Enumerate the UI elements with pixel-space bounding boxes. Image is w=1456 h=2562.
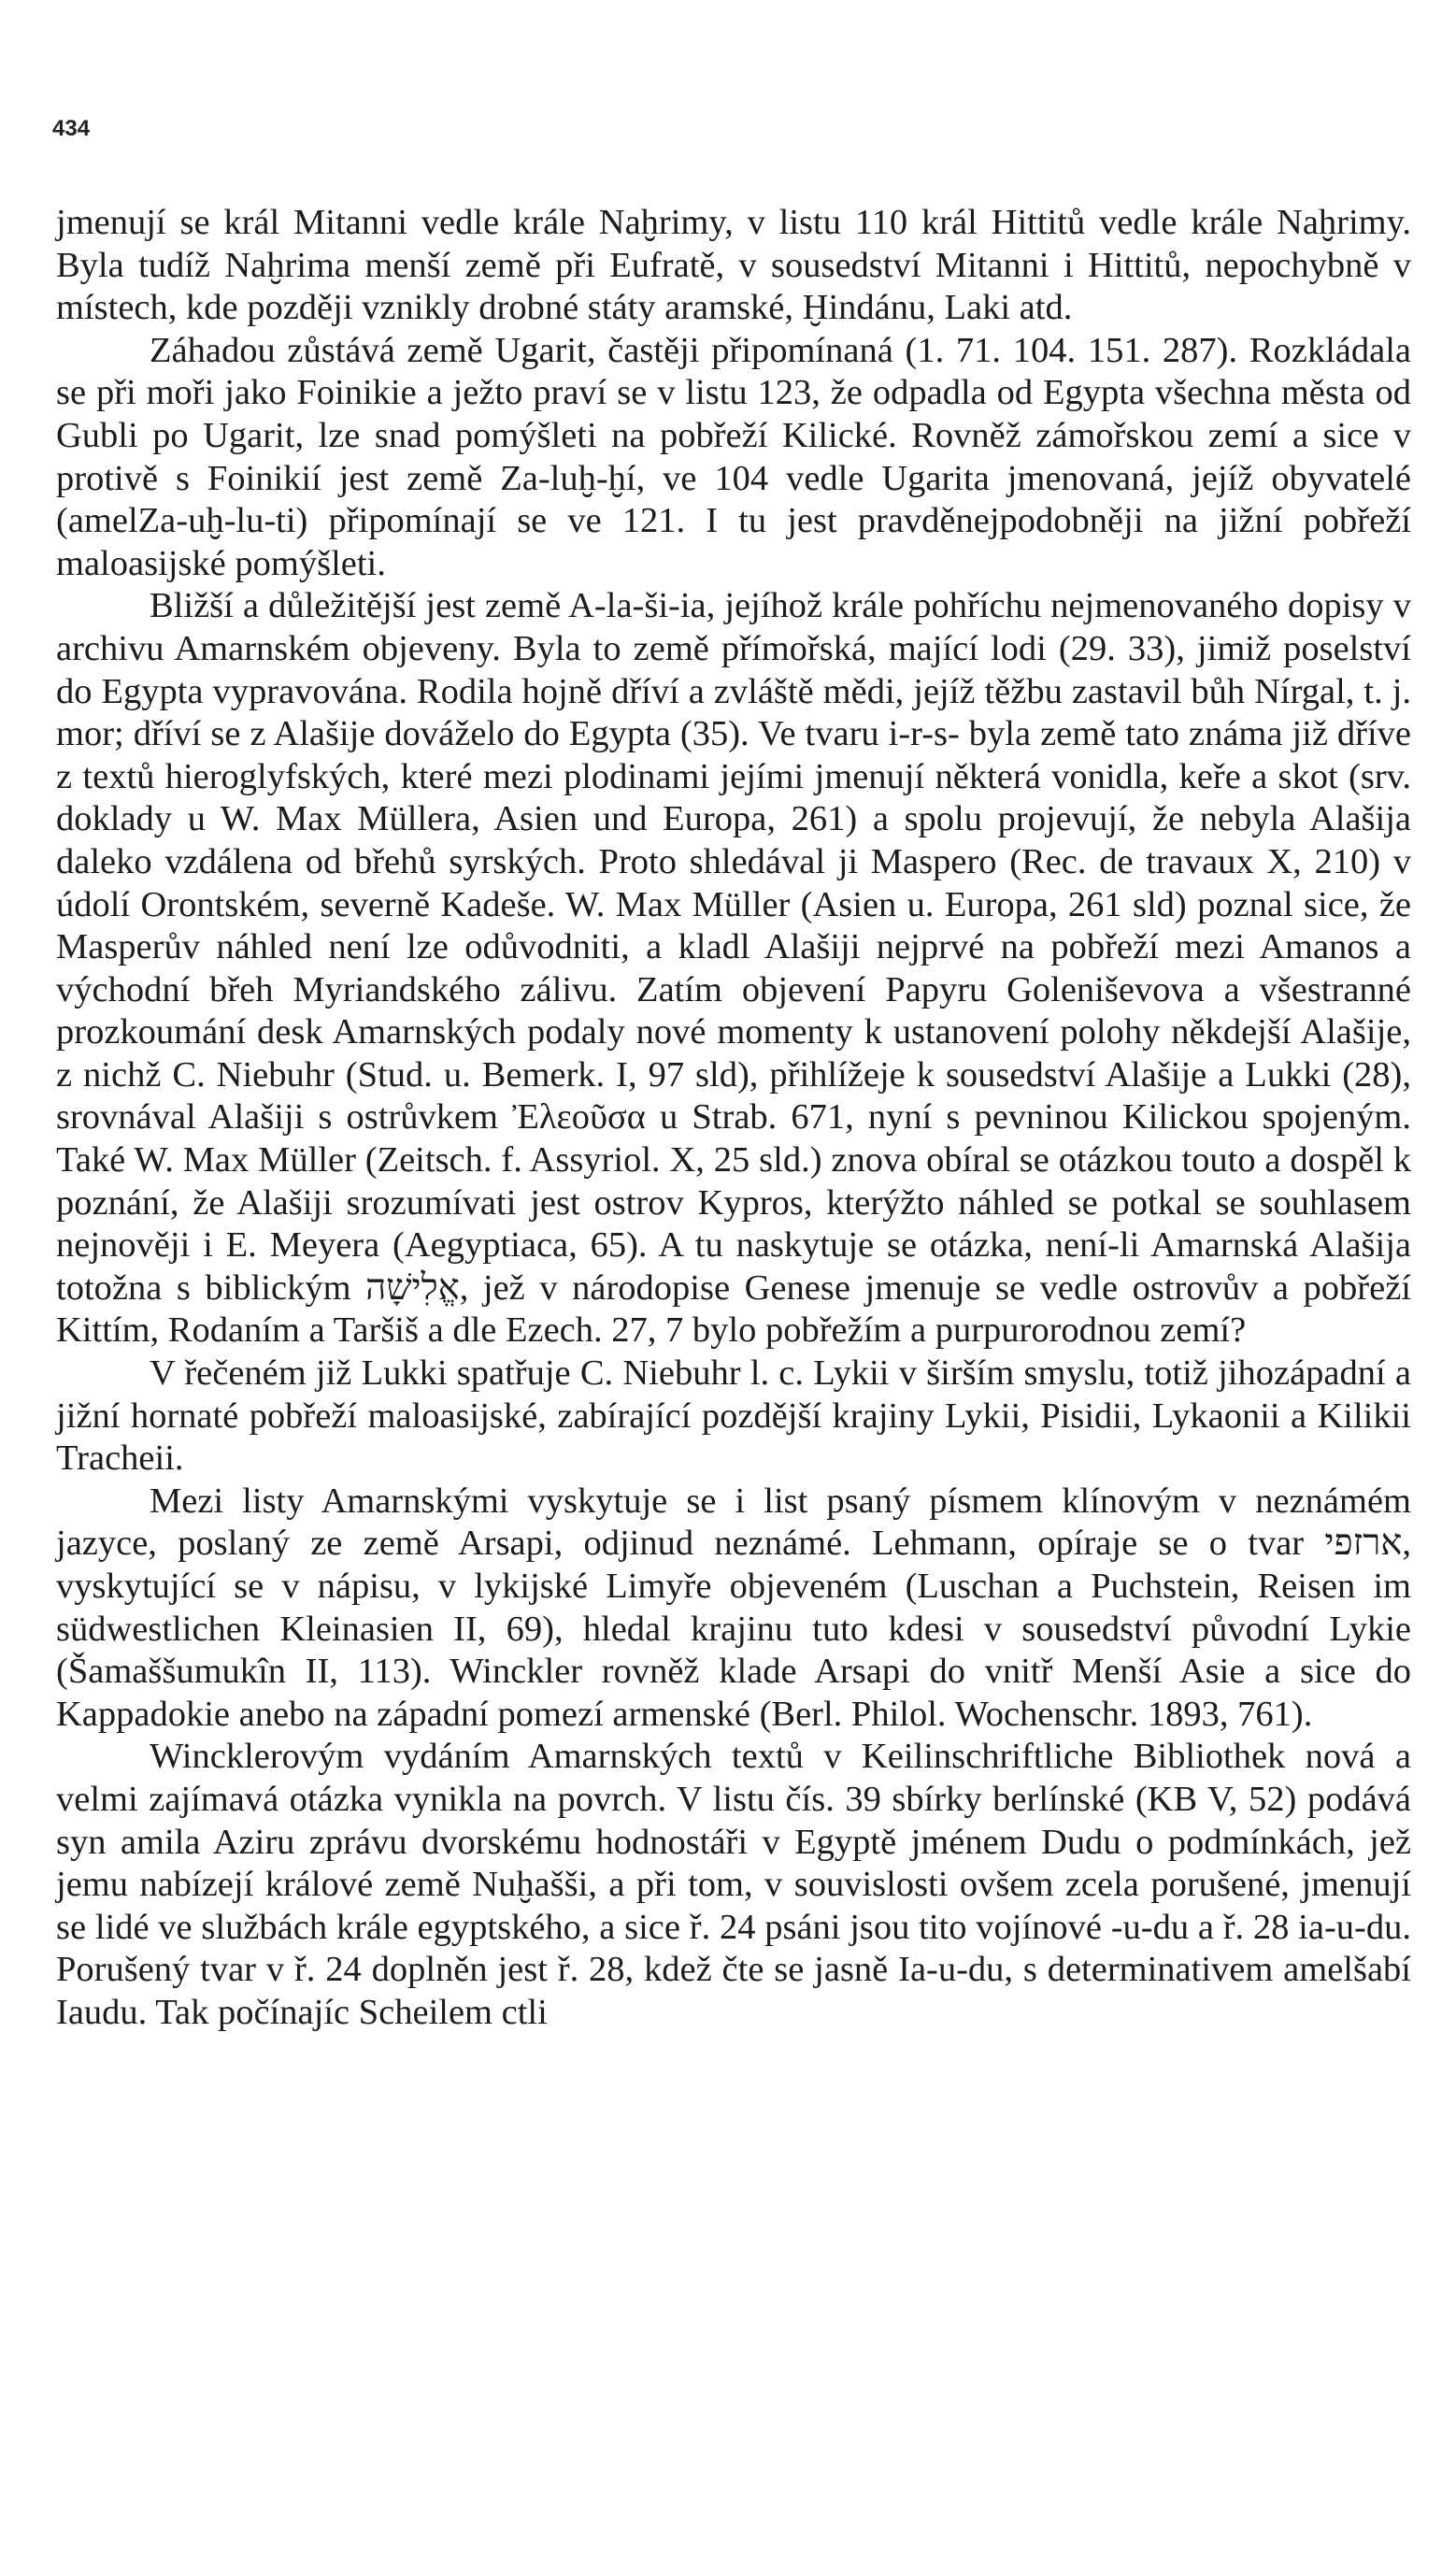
paragraph: Wincklerovým vydáním Amarnských textů v Keilinschriftliche Bibliothek nová a velmi zajímavá otázka vynikla na povrch. V listu čís. 39 sbírky berlínské (KB V, 52) podává syn amila Aziru zprávu dvorskému hodnostáři v Egyptě jménem Dudu o podmínkách, jež jemu nabízejí králové země Nuḫašši, a při tom, v souvislosti ovšem zcela porušené, jmenují se lidé ve službách krále egyptského, a sice ř. 24 psáni jsou tito vojínové -u-du a ř. 28 ia-u-du. Porušený tvar v ř. 24 doplněn jest ř. 28, kdež čte se jasně Ia-u-du, s determinativem amelšabí Iaudu. Tak počínajíc Scheilem ctli: [56, 1737, 1411, 2032]
paragraph: Záhadou zůstává země Ugarit, častěji připomínaná (1. 71. 104. 151. 287). Rozkládala se při moři jako Foinikie a ježto praví se v listu 123, že odpadla od Egypta všechna města od Gubli po Ugarit, lze snad pomýšleti na pobřeží Kilické. Rovněž zámořskou zemí a sice v protivě s Foinikií jest země Za-luḫ-ḫí, ve 104 vedle Ugarita jmenovaná, jejíž obyvatelé (amelZa-uḫ-lu-ti) připomínají se ve 121. I tu jest pravděnejpodobněji na jižní pobřeží maloasijské pomýšleti.: [56, 330, 1411, 583]
paragraph: jmenují se král Mitanni vedle krále Naḫrimy, v listu 110 král Hittitů vedle krále Naḫrimy. Byla tudíž Naḫrima menší země při Eufratě, v sousedství Mitanni i Hittitů, nepochybně v místech, kde později vznikly drobné státy aramské, Ḫindánu, Laki atd.: [56, 203, 1411, 328]
paragraph: V řečeném již Lukki spatřuje C. Niebuhr l. c. Lykii v širším smyslu, totiž jihozápadní a jižní hornaté pobřeží maloasijské, zabírající pozdější krajiny Lykii, Pisidii, Lykaonii a Kilikii Tracheii.: [56, 1353, 1411, 1479]
page-number: 434: [52, 116, 91, 141]
text-body: [56, 202, 1411, 2035]
paragraph: Bližší a důležitější jest země A-la-ši-ia, jejíhož krále pohříchu nejmenovaného dopisy v archivu Amarnském objeveny. Byla to země přímořská, mající lodi (29. 33), jimiž poselství do Egypta vypravována. Rodila hojně dříví a zvláště mědi, jejíž těžbu zastavil bůh Nírgal, t. j. mor; dříví se z Alašije dováželo do Egypta (35). Ve tvaru i-r-s- byla země tato známa již dříve z textů hieroglyfských, které mezi plodinami jejími jmenují některá vonidla, keře a skot (srv. doklady u W. Max Müllera, Asien und Europa, 261) a spolu projevují, že nebyla Alašija daleko vzdálena od břehů syrských. Proto shledával ji Maspero (Rec. de travaux X, 210) v údolí Orontském, severně Kadeše. W. Max Müller (Asien u. Europa, 261 sld) poznal sice, že Masperův náhled není lze odůvodniti, a kladl Alašiji nejprvé na pobřeží mezi Amanos a východní břeh Myriandského zálivu. Zatím objevení Papyru Goleniševova a všestranné prozkoumání desk Amarnských podaly nové momenty k ustanovení polohy někdejší Alašije, z nichž C. Niebuhr (Stud. u. Bemerk. I, 97 sld), přihlížeje k sousedství Alašije a Lukki (28), srovnával Alašiji s ostrůvkem Ἐλεοῦσα u Strab. 671, nyní s pevninou Kilickou spojeným. Také W. Max Müller (Zeitsch. f. Assyriol. X, 25 sld.) znova obíral se otázkou touto a dospěl k poznání, že Alašiji srozumívati jest ostrov Kypros, kterýžto náhled se potkal se souhlasem nejnověji i E. Meyera (Aegyptiaca, 65). A tu naskytuje se otázka, není-li Amarnská Alašija totožna s biblickým אֱלִישָׁה, jež v národopise Genese jmenuje se vedle ostrovův a pobřeží Kittím, Rodaním a Taršiš a dle Ezech. 27, 7 bylo pobřežím a purpurorodnou zemí?: [56, 586, 1411, 1351]
paragraph: Mezi listy Amarnskými vyskytuje se i list psaný písmem klínovým v neznámém jazyce, poslaný ze země Arsapi, odjinud neznámé. Lehmann, opíraje se o tvar ארזפי, vyskytující se v nápisu, v lykijské Limyře objeveném (Luschan a Puchstein, Reisen im südwestlichen Kleinasien II, 69), hledal krajinu tuto kdesi v sousedství původní Lykie (Šamaššumukîn II, 113). Winckler rovněž klade Arsapi do vnitř Menší Asie a sice do Kappadokie anebo na západní pomezí armenské (Berl. Philol. Wochenschr. 1893, 761).: [56, 1481, 1411, 1734]
